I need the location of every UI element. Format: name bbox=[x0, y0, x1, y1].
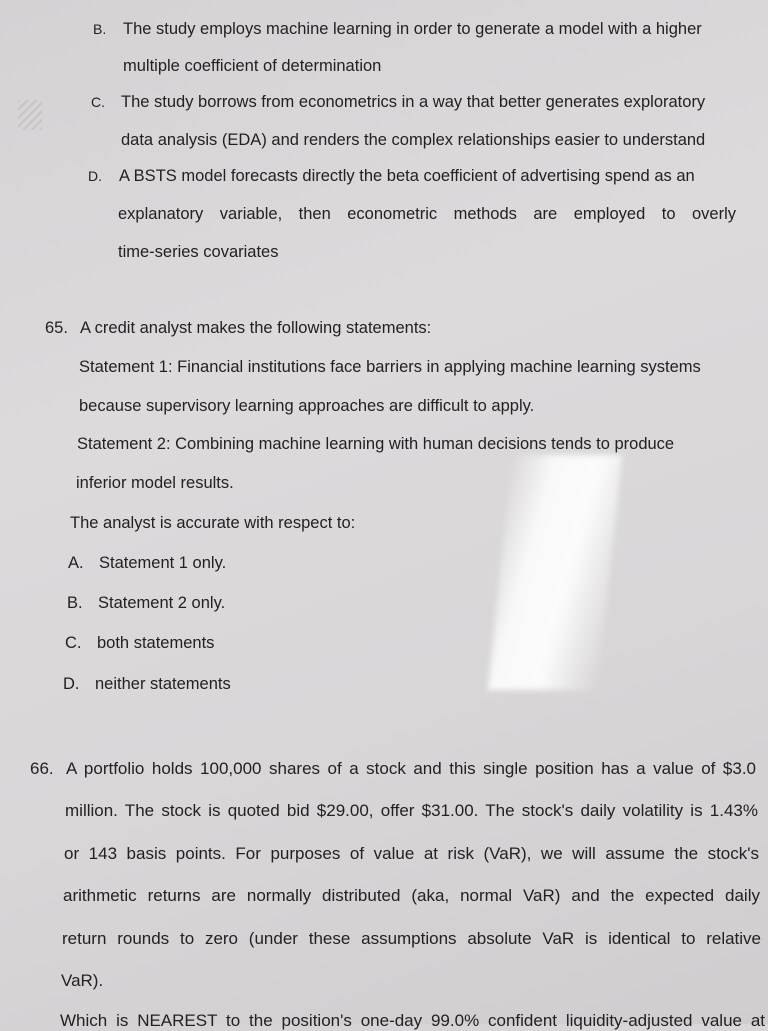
option-text: Statement 1 only. bbox=[99, 554, 227, 572]
option-text: Statement 2 only. bbox=[98, 594, 226, 612]
statement-1-line: because supervisory learning approaches are difficult to apply. bbox=[79, 397, 535, 415]
question-text-line: or 143 basis points. For purposes of value at risk (VaR), we will assume the stock's bbox=[64, 844, 759, 863]
option-letter: B. bbox=[93, 21, 107, 37]
option-letter: C. bbox=[91, 94, 105, 110]
question-number: 66. bbox=[30, 759, 54, 778]
question-text-line: million. The stock is quoted bid $29.00, offer $31.00. The stock's daily volatility is 1.43% bbox=[65, 801, 758, 820]
question-text-line: A portfolio holds 100,000 shares of a stock and this single position has a value of $3.0 bbox=[66, 759, 756, 778]
option-letter: D. bbox=[63, 675, 80, 693]
page-smudge bbox=[18, 100, 42, 130]
question-text-line: Which is NEAREST to the position's one-day 99.0% confident liquidity-adjusted value at bbox=[60, 1011, 765, 1030]
question-stem: A credit analyst makes the following statements: bbox=[80, 319, 432, 337]
option-text-line: explanatory variable, then econometric methods are employed to overly bbox=[118, 205, 736, 223]
option-text-line: multiple coefficient of determination bbox=[123, 57, 382, 75]
statement-2-line: Statement 2: Combining machine learning with human decisions tends to produce bbox=[77, 435, 675, 453]
option-letter: B. bbox=[67, 594, 83, 612]
option-text-line: time-series covariates bbox=[118, 243, 279, 261]
option-letter: D. bbox=[88, 168, 102, 184]
statement-1-line: Statement 1: Financial institutions face barriers in applying machine learning systems bbox=[79, 358, 701, 376]
question-text-line: return rounds to zero (under these assumptions absolute VaR is identical to relative bbox=[62, 929, 761, 948]
question-prompt: The analyst is accurate with respect to: bbox=[70, 514, 356, 532]
option-text-line: data analysis (EDA) and renders the complex relationships easier to understand bbox=[121, 131, 706, 149]
question-number: 65. bbox=[45, 319, 68, 337]
option-text-line: The study employs machine learning in order to generate a model with a higher bbox=[123, 20, 702, 38]
option-letter: C. bbox=[65, 634, 82, 652]
option-text: both statements bbox=[97, 634, 215, 652]
light-glare bbox=[488, 455, 623, 690]
option-text-line: The study borrows from econometrics in a way that better generates exploratory bbox=[121, 93, 706, 111]
statement-2-line: inferior model results. bbox=[76, 474, 234, 492]
option-text-line: A BSTS model forecasts directly the beta coefficient of advertising spend as an bbox=[119, 167, 695, 185]
question-text-line: arithmetic returns are normally distributed (aka, normal VaR) and the expected daily bbox=[63, 886, 760, 905]
option-letter: A. bbox=[68, 554, 84, 572]
question-text-line: VaR). bbox=[61, 971, 104, 990]
option-text: neither statements bbox=[95, 675, 231, 693]
